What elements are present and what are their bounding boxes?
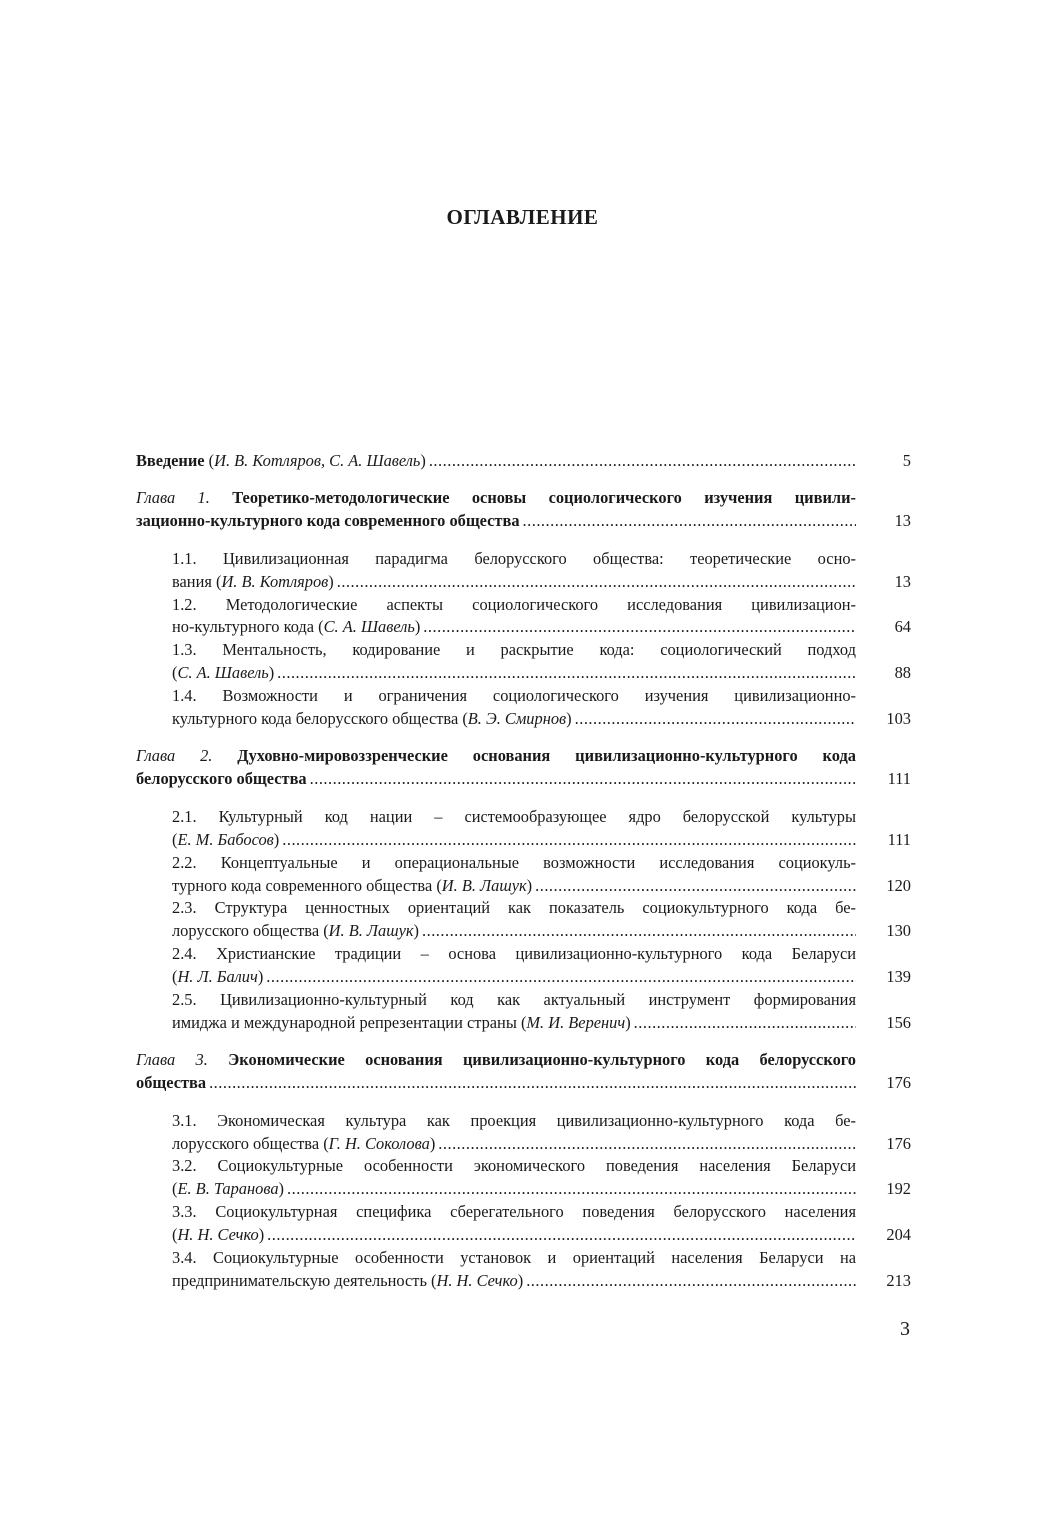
section-authors: Г. Н. Соколова bbox=[328, 1133, 430, 1153]
leader-dots bbox=[429, 450, 856, 473]
section-title-line1: 2.5. Цивилизационно-культурный код как актуальный инструмент формирования bbox=[172, 990, 856, 1010]
leader-dots bbox=[266, 966, 856, 989]
chapter-title-line1: Теоретико-методологические основы социологического изучения цивили- bbox=[232, 487, 856, 507]
section-authors: Е. В. Таранова bbox=[177, 1179, 279, 1199]
toc-section-1-3[interactable]: 1.3. Ментальность, кодирование и раскрытие кода: социологический подход (С. А. Шавель) ..... 88 bbox=[136, 639, 911, 685]
page-number: 5 bbox=[902, 451, 911, 470]
toc-section-2-4[interactable]: 2.4. Христианские традиции – основа цивилизационно-культурного кода Беларуси (Н. Л. Балич) ..... 139 bbox=[136, 943, 911, 989]
page-number: 156 bbox=[886, 1012, 911, 1032]
section-title-line2: вания bbox=[172, 571, 212, 591]
page-number: 176 bbox=[886, 1072, 911, 1092]
toc-section-2-2[interactable]: 2.2. Концептуальные и операциональные возможности исследования социокуль- турного кода современного общества (И. В. Лашук) ..... 120 bbox=[136, 852, 911, 898]
toc-chapter-1[interactable] bbox=[136, 487, 911, 533]
leader-dots bbox=[282, 829, 856, 852]
leader-dots bbox=[523, 510, 856, 533]
toc-section-1-1[interactable]: 1.1. Цивилизационная парадигма белорусского общества: теоретические осно- вания (И. В. Котляров) ..... 13 bbox=[136, 548, 911, 594]
section-title-line1: 3.4. Социокультурные особенности установок и ориентаций населения Беларуси на bbox=[172, 1248, 856, 1268]
section-title-line2: культурного кода белорусского общества bbox=[172, 709, 459, 729]
leader-dots bbox=[535, 875, 856, 898]
chapter-label: Глава 3. bbox=[136, 1049, 208, 1069]
leader-dots bbox=[422, 920, 856, 943]
section-title-line2: лорусского общества bbox=[172, 1133, 320, 1153]
section-authors: С. А. Шавель bbox=[323, 617, 415, 637]
section-title-line1: 2.1. Культурный код нации – системообразующее ядро белорусской культуры bbox=[172, 806, 856, 826]
toc-chapter-3[interactable] bbox=[136, 1049, 911, 1095]
section-authors: Н. Л. Балич bbox=[177, 967, 258, 987]
section-title-line1: 2.2. Концептуальные и операциональные возможности исследования социокуль- bbox=[172, 852, 856, 872]
chapter-label: Глава 2. bbox=[136, 745, 213, 765]
section-title-line2: лорусского общества bbox=[172, 921, 320, 941]
toc-entry-introduction[interactable]: Введение (И. В. Котляров, С. А. Шавель) ..... 5 bbox=[136, 450, 911, 473]
section-authors: М. И. Веренич bbox=[526, 1012, 626, 1032]
page-number: 176 bbox=[886, 1133, 911, 1153]
leader-dots bbox=[526, 1270, 856, 1293]
page-number: 120 bbox=[886, 875, 911, 895]
toc-section-3-2[interactable]: 3.2. Социокультурные особенности экономического поведения населения Беларуси (Е. В. Таранова) ..... 192 bbox=[136, 1155, 911, 1201]
section-title-line1: 1.1. Цивилизационная парадигма белорусского общества: теоретические осно- bbox=[172, 548, 856, 568]
leader-dots bbox=[287, 1178, 856, 1201]
intro-authors: И. В. Котляров, С. А. Шавель bbox=[214, 451, 421, 470]
toc-section-3-3[interactable]: 3.3. Социокультурная специфика сберегательного поведения белорусского населения (Н. Н. Сечко) ..... 204 bbox=[136, 1201, 911, 1247]
leader-dots bbox=[438, 1133, 856, 1156]
leader-dots bbox=[277, 662, 856, 685]
page-number: 13 bbox=[894, 571, 911, 591]
toc-section-3-4[interactable]: 3.4. Социокультурные особенности установок и ориентаций населения Беларуси на предпринимательскую деятельность (Н. Н. Сечко) ..... 213 bbox=[136, 1247, 911, 1293]
section-title-line1: 3.1. Экономическая культура как проекция цивилизационно-культурного кода бе- bbox=[172, 1110, 856, 1130]
section-title-line1: 3.2. Социокультурные особенности экономического поведения населения Беларуси bbox=[172, 1156, 856, 1176]
leader-dots bbox=[267, 1224, 856, 1247]
page-number: 213 bbox=[886, 1271, 911, 1290]
page-number: 111 bbox=[887, 768, 911, 788]
section-title-line1: 3.3. Социокультурная специфика сберегательного поведения белорусского населения bbox=[172, 1202, 856, 1222]
leader-dots bbox=[209, 1072, 856, 1095]
section-authors: И. В. Котляров bbox=[221, 571, 329, 591]
toc-section-3-1[interactable]: 3.1. Экономическая культура как проекция цивилизационно-культурного кода бе- лорусского общества (Г. Н. Соколова) ..... 176 bbox=[136, 1110, 911, 1156]
page-number: 88 bbox=[894, 663, 911, 683]
toc-chapter-2[interactable] bbox=[136, 745, 911, 791]
table-of-contents bbox=[136, 450, 911, 1293]
section-title-line1: 1.3. Ментальность, кодирование и раскрытие кода: социологический подход bbox=[172, 640, 856, 660]
section-title-line2: но-культурного кода bbox=[172, 617, 315, 637]
chapter-label: Глава 1. bbox=[136, 487, 210, 507]
section-title-line2: турного кода современного общества bbox=[172, 875, 433, 895]
page-number: 204 bbox=[886, 1225, 911, 1245]
page-title: ОГЛАВЛЕНИЕ bbox=[446, 205, 599, 229]
page-number: 139 bbox=[886, 967, 911, 987]
chapter-title-line2: белорусского общества bbox=[136, 768, 307, 788]
section-authors: С. А. Шавель bbox=[177, 663, 269, 683]
section-title-line1: 2.4. Христианские традиции – основа цивилизационно-культурного кода Беларуси bbox=[172, 944, 856, 964]
chapter-title-line1: Экономические основания цивилизационно-культурного кода белорусского bbox=[228, 1049, 856, 1069]
section-title-line1: 1.4. Возможности и ограничения социологического изучения цивилизационно- bbox=[172, 686, 856, 706]
page-number: 103 bbox=[886, 709, 911, 729]
page-number: 13 bbox=[894, 510, 911, 530]
toc-section-1-2[interactable]: 1.2. Методологические аспекты социологического исследования цивилизацион- но-культурного кода (С. А. Шавель) ..... 64 bbox=[136, 594, 911, 640]
chapter-title-line1: Духовно-мировоззренческие основания цивилизационно-культурного кода bbox=[237, 745, 856, 765]
leader-dots bbox=[575, 708, 856, 731]
page-number: 130 bbox=[886, 921, 911, 941]
chapter-title-line2: зационно-культурного кода современного общества bbox=[136, 510, 520, 530]
leader-dots bbox=[337, 571, 856, 594]
intro-title: Введение bbox=[136, 451, 205, 470]
section-authors: В. Э. Смирнов bbox=[467, 709, 567, 729]
toc-section-2-5[interactable]: 2.5. Цивилизационно-культурный код как актуальный инструмент формирования имиджа и международной репрезентации страны (М. И. Веренич) ..... 156 bbox=[136, 989, 911, 1035]
section-title-line2: имиджа и международной репрезентации страны bbox=[172, 1012, 517, 1032]
page-number: 64 bbox=[894, 617, 911, 637]
section-authors: И. В. Лашук bbox=[328, 921, 414, 941]
leader-dots bbox=[634, 1012, 856, 1035]
section-title-line2: предпринимательскую деятельность bbox=[172, 1271, 427, 1290]
section-title-line1: 1.2. Методологические аспекты социологического исследования цивилизацион- bbox=[172, 594, 856, 614]
folio-page-number: 3 bbox=[900, 1318, 910, 1340]
section-authors: Н. Н. Сечко bbox=[436, 1271, 518, 1290]
section-title-line1: 2.3. Структура ценностных ориентаций как показатель социокультурного кода бе- bbox=[172, 898, 856, 918]
section-authors: И. В. Лашук bbox=[441, 875, 527, 895]
leader-dots bbox=[423, 616, 856, 639]
leader-dots bbox=[310, 768, 856, 791]
toc-section-1-4[interactable]: 1.4. Возможности и ограничения социологического изучения цивилизационно- культурного кода белорусского общества (В. Э. Смирнов) ..... 103 bbox=[136, 685, 911, 731]
chapter-title-line2: общества bbox=[136, 1072, 207, 1092]
toc-section-2-3[interactable]: 2.3. Структура ценностных ориентаций как показатель социокультурного кода бе- лорусского общества (И. В. Лашук) ..... 130 bbox=[136, 897, 911, 943]
section-authors: Н. Н. Сечко bbox=[177, 1225, 259, 1245]
section-authors: Е. М. Бабосов bbox=[177, 829, 274, 849]
page-number: 192 bbox=[886, 1179, 911, 1199]
toc-section-2-1[interactable]: 2.1. Культурный код нации – системообразующее ядро белорусской культуры (Е. М. Бабосов) ..... 111 bbox=[136, 806, 911, 852]
page-number: 111 bbox=[887, 829, 911, 849]
